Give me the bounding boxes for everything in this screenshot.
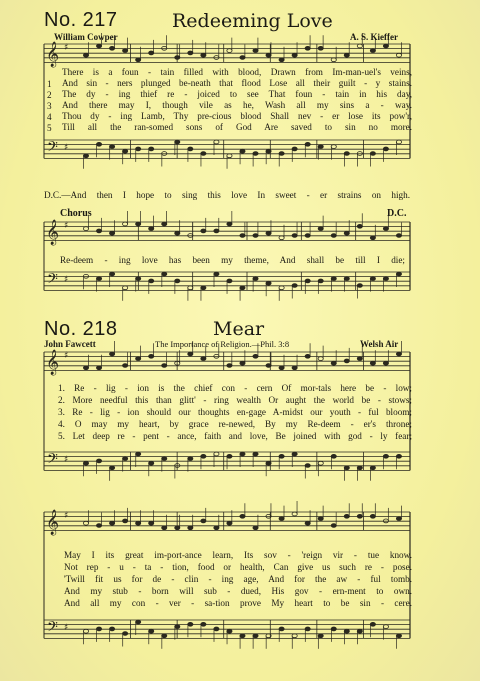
note-head <box>279 152 284 156</box>
note-head <box>227 49 232 53</box>
note-head <box>123 364 128 368</box>
note-head <box>188 147 193 151</box>
note-head <box>123 457 128 461</box>
note-head <box>266 461 271 465</box>
note-head <box>188 622 193 626</box>
note-head <box>109 627 114 631</box>
note-head <box>331 524 336 528</box>
note-head <box>162 272 167 276</box>
note-head <box>370 49 375 53</box>
note-head <box>370 514 375 518</box>
note-head <box>136 620 141 624</box>
note-head <box>318 461 323 465</box>
note-head <box>396 352 401 356</box>
note-head <box>149 461 154 465</box>
lyric-line: The dy - ing thief re - joiced to see That foun - tain in his day, <box>62 89 412 99</box>
lyric-line: Till all the ran-somed sons of God Are saved to sin no more. <box>62 122 412 132</box>
sharp-icon: ♯ <box>64 351 69 361</box>
note-head <box>227 454 232 458</box>
note-head <box>123 286 128 290</box>
note-head <box>370 361 375 365</box>
bass-clef-icon: 𝄢 <box>47 271 58 291</box>
note-head <box>188 51 193 55</box>
hymn-tune: Welsh Air <box>360 339 399 349</box>
note-head <box>370 466 375 470</box>
lyric-line: May I its great im-port-ance learn, Its sov - 'reign vir - tue know. <box>64 550 412 560</box>
note-head <box>279 286 284 290</box>
hymn-title: Redeeming Love <box>172 10 333 32</box>
note-head <box>175 526 180 530</box>
lyric-line: And all my con - ver - sa-tion prove My heart to be sin - cere. <box>64 598 412 608</box>
note-head <box>305 627 310 631</box>
note-head <box>240 56 245 60</box>
verse-number: 5 <box>47 123 52 133</box>
lyric-line: And there may I, though vile as he, Wash all my sins a - way. <box>62 100 412 110</box>
lyric-line: Thou dy - ing Lamb, Thy pre-cious blood Shall nev - er lose its pow'r, <box>62 111 412 121</box>
note-head <box>136 521 141 525</box>
note-head <box>162 526 167 530</box>
note-head <box>396 234 401 238</box>
note-head <box>188 526 193 530</box>
note-head <box>383 227 388 231</box>
note-head <box>162 364 167 368</box>
note-head <box>109 466 114 470</box>
note-head <box>123 49 128 53</box>
note-head <box>149 51 154 55</box>
note-head <box>136 452 141 456</box>
note-head <box>396 517 401 521</box>
note-head <box>383 361 388 365</box>
verse-number: 2 <box>47 90 52 100</box>
lyric-line: Not rep - u - ta - tion, food or health, Can give us such re - pose. <box>64 562 412 572</box>
note-head <box>253 526 258 530</box>
note-head <box>109 145 114 149</box>
bass-clef-icon: 𝄢 <box>47 139 58 159</box>
note-head <box>136 147 141 151</box>
note-head <box>305 354 310 358</box>
lyric-line: And sin - ners plunged be-neath that flood Lose all their guilt - y stains. <box>62 78 412 88</box>
note-head <box>357 514 362 518</box>
note-head <box>292 53 297 57</box>
note-head <box>266 231 271 235</box>
note-head <box>292 147 297 151</box>
note-head <box>123 632 128 636</box>
note-head <box>214 627 219 631</box>
note-head <box>149 279 154 283</box>
note-head <box>318 227 323 231</box>
note-head <box>240 634 245 638</box>
note-head <box>227 154 232 158</box>
note-head <box>136 222 141 226</box>
note-head <box>123 519 128 523</box>
note-head <box>279 517 284 521</box>
note-head <box>214 452 219 456</box>
note-head <box>383 277 388 281</box>
note-head <box>344 53 349 57</box>
hymn-subtitle: The Importance of Religion.—Phil. 3:8 <box>155 339 290 349</box>
note-head <box>188 457 193 461</box>
note-head <box>266 364 271 368</box>
note-head <box>318 46 323 50</box>
note-head <box>305 464 310 468</box>
note-head <box>96 229 101 233</box>
note-head <box>305 234 310 238</box>
note-head <box>344 359 349 363</box>
note-head <box>240 149 245 153</box>
note-head <box>396 454 401 458</box>
note-head <box>96 366 101 370</box>
note-head <box>331 58 336 62</box>
note-head <box>292 284 297 288</box>
note-head <box>253 452 258 456</box>
note-head <box>357 44 362 48</box>
note-head <box>201 53 206 57</box>
sharp-icon: ♯ <box>64 43 69 53</box>
note-head <box>83 154 88 158</box>
lyric-line: 3. Re - lig - ion should our thoughts en-gage A-midst our youth - ful bloom; <box>58 407 412 417</box>
note-head <box>83 629 88 633</box>
note-head <box>201 519 206 523</box>
note-head <box>149 354 154 358</box>
sharp-icon: ♯ <box>64 143 69 153</box>
note-head <box>383 625 388 629</box>
treble-clef-icon: 𝄞 <box>46 350 60 375</box>
note-head <box>344 152 349 156</box>
note-head <box>305 279 310 283</box>
note-head <box>318 634 323 638</box>
note-head <box>357 224 362 228</box>
note-head <box>253 354 258 358</box>
hymn-number: No. 217 <box>44 9 118 31</box>
note-head <box>136 357 141 361</box>
note-head <box>83 366 88 370</box>
note-head <box>214 140 219 144</box>
note-head <box>357 629 362 633</box>
lyric-line: 1. Re - lig - ion is the chief con - cern Of mor-tals here be - low; <box>58 383 412 393</box>
note-head <box>109 521 114 525</box>
note-head <box>136 58 141 62</box>
verse-number: 4 <box>47 112 52 122</box>
chorus-lyric: Re-deem - ing love has been my theme, And shall be till I die; <box>60 255 405 265</box>
note-head <box>96 524 101 528</box>
note-head <box>201 454 206 458</box>
note-head <box>396 140 401 144</box>
note-head <box>383 454 388 458</box>
note-head <box>227 521 232 525</box>
note-head <box>175 56 180 60</box>
note-head <box>149 227 154 231</box>
note-head <box>370 152 375 156</box>
note-head <box>344 514 349 518</box>
note-head <box>240 361 245 365</box>
verse-number: 3 <box>47 101 52 111</box>
note-head <box>318 357 323 361</box>
note-head <box>123 222 128 226</box>
note-head <box>175 279 180 283</box>
dc-line: D.C.—And then I hope to sing this love In sweet - er strains on high. <box>44 190 410 200</box>
note-head <box>357 357 362 361</box>
bass-clef-icon: 𝄢 <box>47 451 58 471</box>
note-head <box>83 521 88 525</box>
note-head <box>253 49 258 53</box>
lyric-line: 5. Let deep re - pent - ance, faith and love, Be joined with god - ly fear; <box>58 431 412 441</box>
note-head <box>227 629 232 633</box>
lyric-line: 'Twill fit us for de - clin - ing age, And for the aw - ful tomb. <box>64 574 412 584</box>
note-head <box>214 272 219 276</box>
note-head <box>370 622 375 626</box>
treble-clef-icon: 𝄞 <box>46 42 60 67</box>
note-head <box>266 281 271 285</box>
note-head <box>279 627 284 631</box>
note-head <box>357 284 362 288</box>
note-head <box>292 634 297 638</box>
note-head <box>214 229 219 233</box>
note-head <box>331 234 336 238</box>
note-head <box>109 231 114 235</box>
hymn-author: John Fawcett <box>44 339 96 349</box>
note-head <box>266 149 271 153</box>
note-head <box>175 140 180 144</box>
note-head <box>383 147 388 151</box>
note-head <box>109 272 114 276</box>
note-head <box>162 222 167 226</box>
treble-clef-icon: 𝄞 <box>46 510 60 535</box>
note-head <box>253 152 258 156</box>
sharp-icon: ♯ <box>64 455 69 465</box>
note-head <box>331 627 336 631</box>
note-head <box>370 236 375 240</box>
note-head <box>149 521 154 525</box>
sharp-icon: ♯ <box>64 221 69 231</box>
note-head <box>201 357 206 361</box>
lyric-line: There is a foun - tain filled with blood, Drawn from Im-man-uel's veins, <box>62 67 412 77</box>
note-head <box>253 234 258 238</box>
note-head <box>240 514 245 518</box>
note-head <box>96 44 101 48</box>
note-head <box>96 277 101 281</box>
note-head <box>266 53 271 57</box>
note-head <box>279 454 284 458</box>
note-head <box>344 277 349 281</box>
note-head <box>96 627 101 631</box>
note-head <box>162 457 167 461</box>
note-head <box>279 366 284 370</box>
note-head <box>109 352 114 356</box>
note-head <box>396 634 401 638</box>
note-head <box>305 142 310 146</box>
note-head <box>162 634 167 638</box>
note-head <box>318 517 323 521</box>
note-head <box>305 521 310 525</box>
note-head <box>292 452 297 456</box>
note-head <box>253 634 258 638</box>
note-head <box>188 352 193 356</box>
hymn-number: No. 218 <box>44 318 118 340</box>
lyric-line: 2. More needful this than glitt' - ring wealth Or aught the world be - stows; <box>58 395 412 405</box>
note-head <box>383 44 388 48</box>
note-head <box>240 234 245 238</box>
sharp-icon: ♯ <box>64 623 69 633</box>
note-head <box>331 454 336 458</box>
note-head <box>175 625 180 629</box>
note-head <box>318 279 323 283</box>
note-head <box>331 145 336 149</box>
note-head <box>188 286 193 290</box>
note-head <box>344 466 349 470</box>
note-head <box>227 364 232 368</box>
sharp-icon: ♯ <box>64 275 69 285</box>
lyric-line: And my stub - born will sub - dued, His gov - ern-ment to own. <box>64 586 412 596</box>
note-head <box>96 459 101 463</box>
note-head <box>96 142 101 146</box>
note-head <box>396 272 401 276</box>
note-head <box>214 526 219 530</box>
note-head <box>240 286 245 290</box>
note-head <box>201 229 206 233</box>
verse-number: 1 <box>47 79 52 89</box>
note-head <box>240 452 245 456</box>
note-head <box>149 147 154 151</box>
note-head <box>227 222 232 226</box>
note-head <box>292 234 297 238</box>
note-head <box>83 227 88 231</box>
bass-clef-icon: 𝄢 <box>47 619 58 639</box>
chorus-label: Chorus <box>60 208 92 219</box>
note-head <box>318 145 323 149</box>
lyric-line: 4. O may my heart, by grace re-newed, By my Re-deem - er's throne; <box>58 419 412 429</box>
note-head <box>370 277 375 281</box>
hymn-composer: A. S. Kieffer <box>350 32 398 42</box>
note-head <box>83 53 88 57</box>
treble-clef-icon: 𝄞 <box>46 220 60 245</box>
note-head <box>149 629 154 633</box>
note-head <box>292 366 297 370</box>
note-head <box>331 277 336 281</box>
note-head <box>344 231 349 235</box>
note-head <box>175 231 180 235</box>
note-head <box>331 361 336 365</box>
note-head <box>109 46 114 50</box>
note-head <box>83 461 88 465</box>
note-head <box>344 629 349 633</box>
note-head <box>253 277 258 281</box>
note-head <box>123 149 128 153</box>
note-head <box>396 53 401 57</box>
note-head <box>227 279 232 283</box>
dc-label: D.C. <box>387 208 407 219</box>
hymn-title: Mear <box>213 318 265 340</box>
sharp-icon: ♯ <box>64 511 69 521</box>
note-head <box>136 277 141 281</box>
note-head <box>201 286 206 290</box>
note-head <box>201 622 206 626</box>
note-head <box>357 466 362 470</box>
note-head <box>292 512 297 516</box>
note-head <box>279 236 284 240</box>
note-head <box>201 152 206 156</box>
hymn-author: William Cowper <box>54 32 118 42</box>
note-head <box>279 58 284 62</box>
note-head <box>305 46 310 50</box>
